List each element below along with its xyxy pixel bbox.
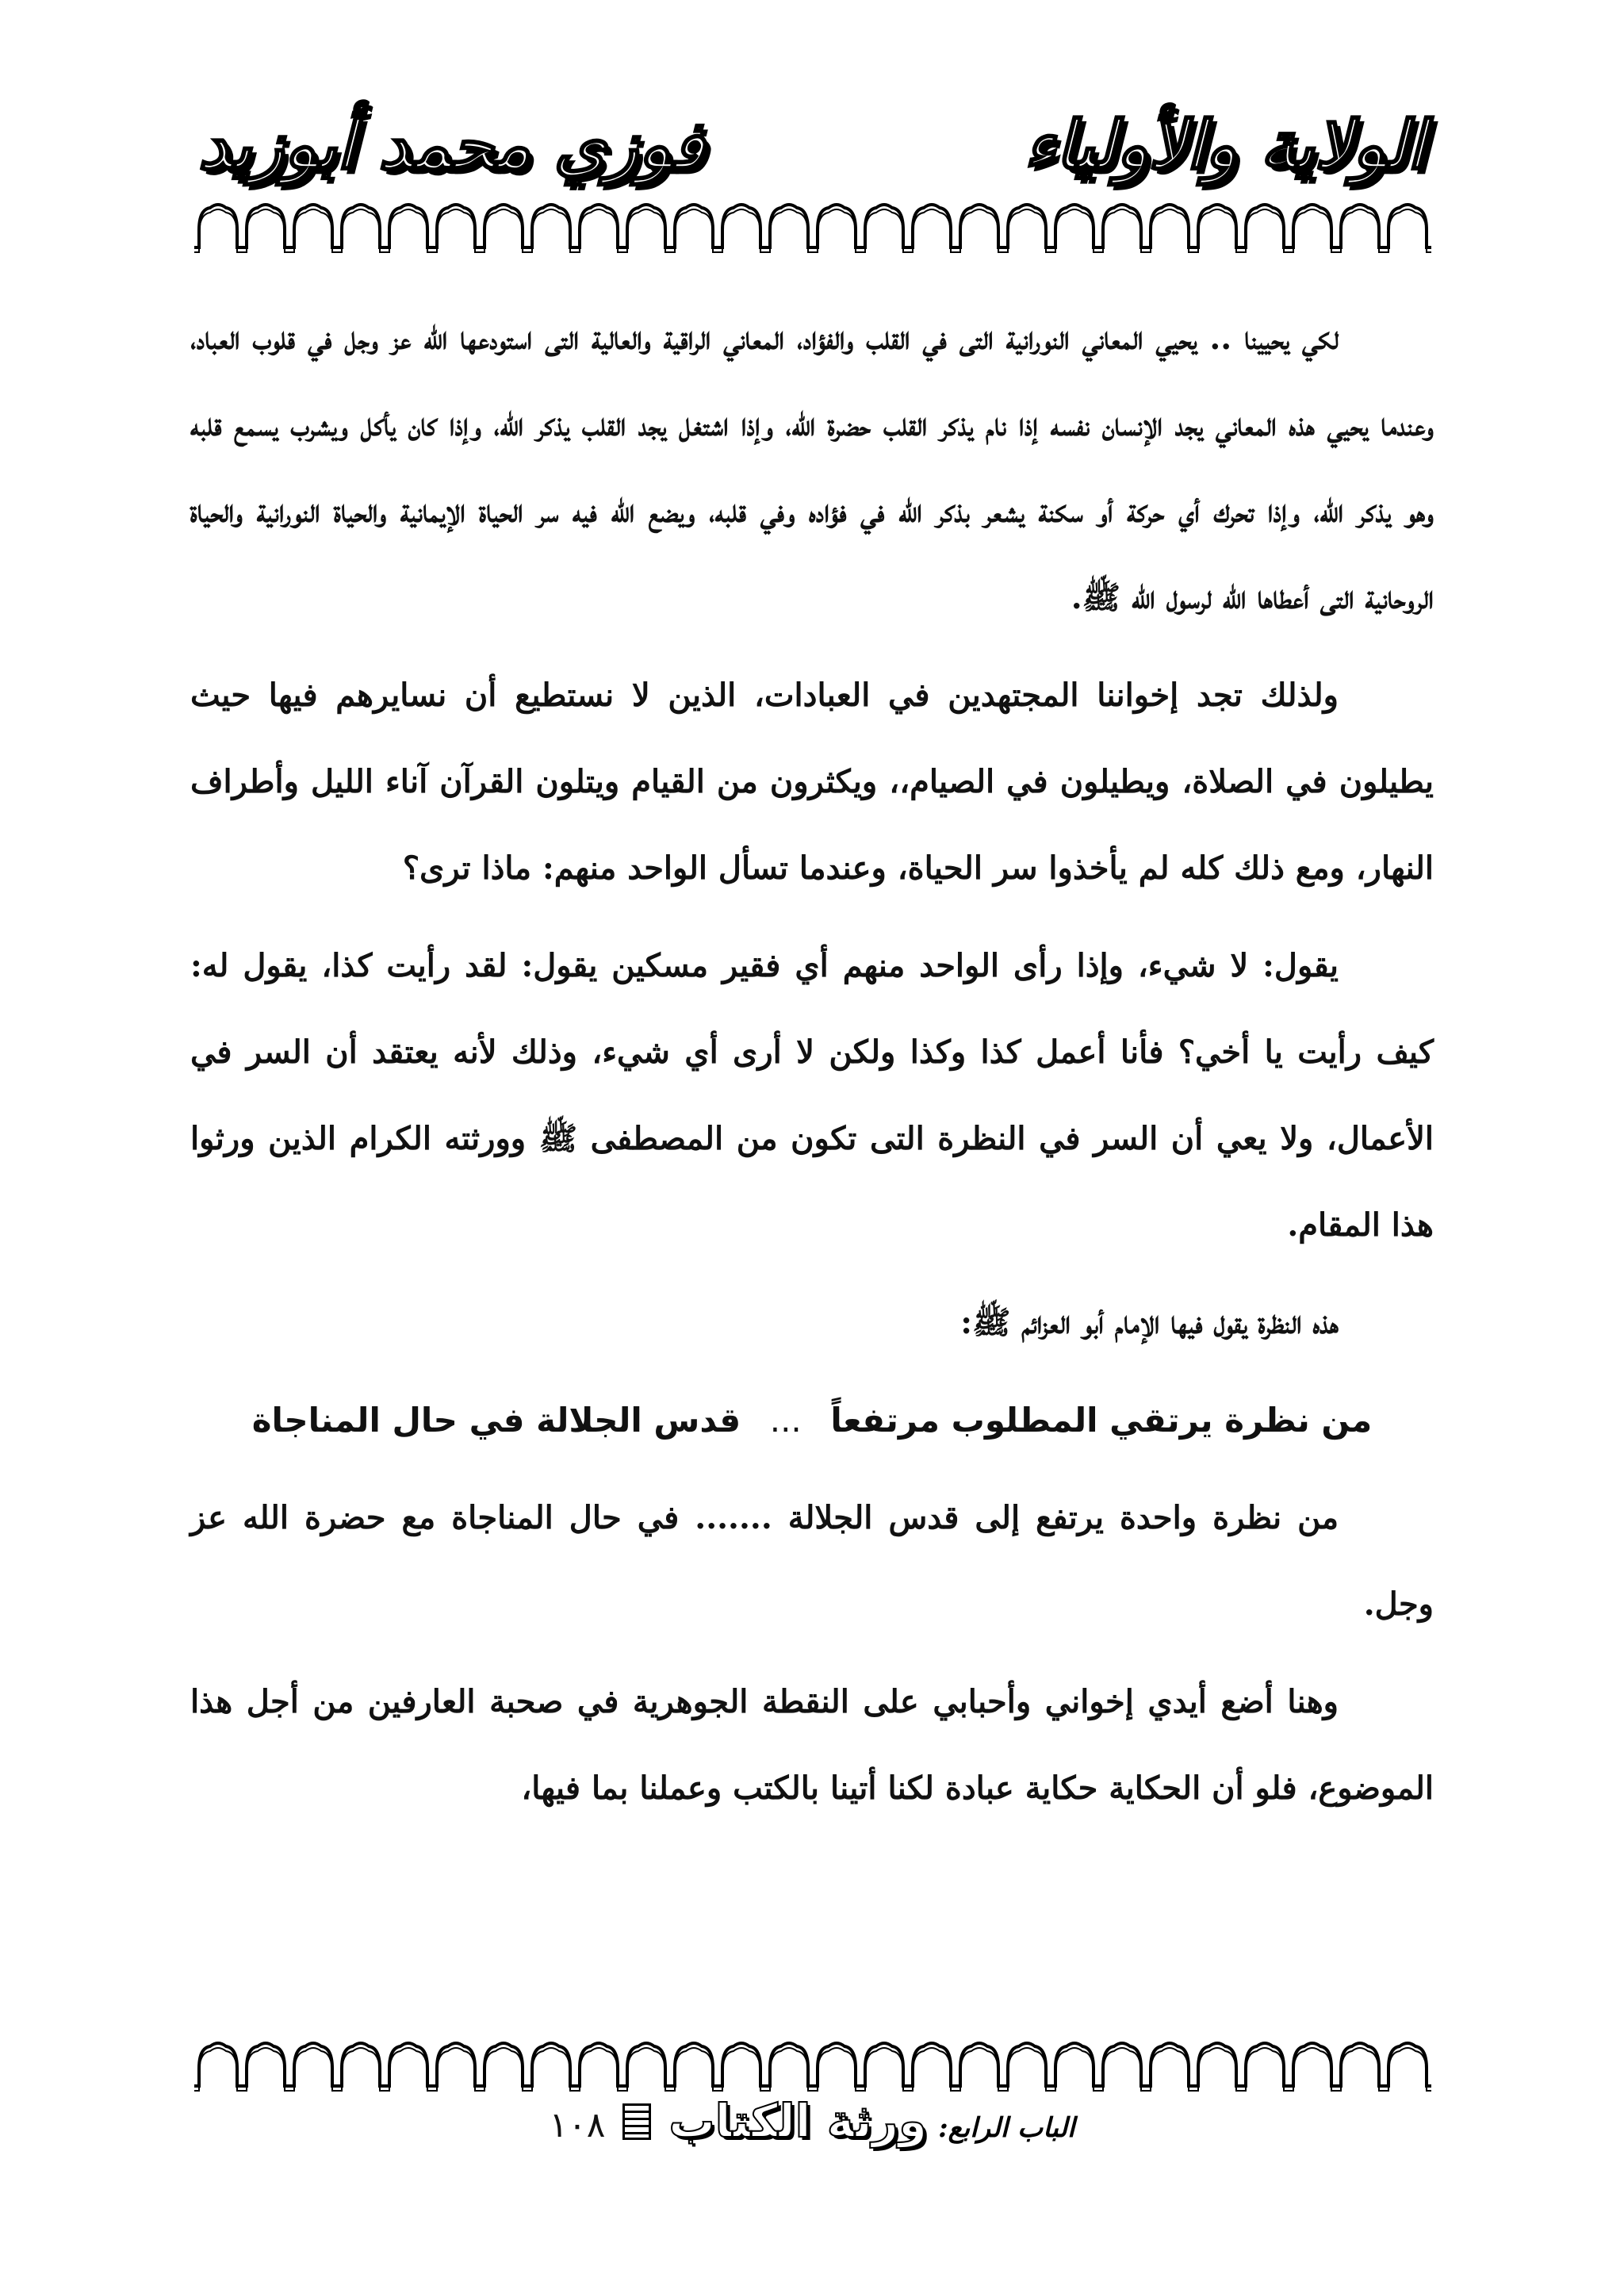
paragraph: من نظرة واحدة يرتفع إلى قدس الجلالة ....... في حال المناجاة مع حضرة الله عز وجل.	[190, 1499, 1434, 1623]
ornamental-divider-bottom	[194, 2037, 1431, 2092]
paragraph: ولذلك تجد إخواننا المجتهدين في العبادات، الذين لا نستطيع أن نسايرهم فيها حيث يطيلون في الصلاة، ويطيلون في الصيام،، ويكثرون من القيام ويتلون القرآن آناء الليل وأطراف النهار، ومع ذلك كله لم يأخذوا سر الحياة، وعندما تسأل الواحد منهم: ماذا ترى؟	[190, 677, 1434, 887]
arch-pattern-inner	[194, 209, 1431, 252]
verse-first-half: من نظرة يرتقي المطلوب مرتفعاً	[830, 1401, 1373, 1440]
page-number: ١٠٨	[549, 2105, 606, 2145]
verse-second-half: قدس الجلالة في حال المناجاة	[251, 1401, 741, 1440]
ornamental-divider-top	[194, 198, 1431, 254]
paragraph: وهنا أضع أيدي إخواني وأحبابي على النقطة الجوهرية في صحبة العارفين من أجل هذا الموضوع، فلو أن الحكاية حكاية عبادة لكنا أتينا بالكتب وعملنا بما فيها،	[190, 1683, 1434, 1807]
poem-verse	[190, 1377, 1434, 1463]
page-header	[190, 102, 1434, 197]
page-footer	[0, 2094, 1624, 2148]
arch-pattern-inner	[194, 2048, 1431, 2091]
paragraph: هذه النظرة يقول فيها الإمام أبو العزائم ﷺ:	[960, 1304, 1339, 1341]
author-name: فوزي محمد أبوزيد	[198, 105, 705, 184]
paragraph: يقول: لا شيء، وإذا رأى الواحد منهم أي فقير مسكين يقول: لقد رأيت كذا، يقول له: كيف رأيت يا أخي؟ فأنا أعمل كذا وكذا ولكن لا أرى أي شيء، وذلك لأنه يعتقد أن السر في الأعمال، ولا يعي أن السر في النظرة التى تكون من المصطفى ﷺ وورثته الكرام الذين ورثوا هذا المقام.	[190, 947, 1434, 1244]
paragraph: لكي يحيينا .. يحيي المعاني النورانية التى في القلب والفؤاد، المعاني الراقية والعالية التى استودعها الله عز وجل في قلوب العباد، وعندما يحيي هذه المعاني يجد الإنسان نفسه إذا نام يذكر القلب حضرة الله، وإذا اشتغل يجد القلب يذكر الله، وإذا كان يأكل ويشرب يسمع قلبه وهو يذكر الله، وإذا تحرك أي حركة أو سكنة يشعر بذكر الله في فؤاده وفي قلبه، ويضع الله فيه سر الحياة الإيمانية والحياة النورانية والحياة الروحانية التى أعطاها الله لرسول الله ﷺ.	[190, 320, 1434, 616]
book-title: الولاية والأولياء	[1024, 105, 1426, 184]
book-section-name: ورثة الكتاب	[668, 2094, 928, 2148]
book-icon	[622, 2103, 651, 2140]
body-text	[190, 295, 1434, 1831]
chapter-label: الباب الرابع:	[938, 2112, 1075, 2144]
verse-separator: ...	[769, 1401, 802, 1440]
